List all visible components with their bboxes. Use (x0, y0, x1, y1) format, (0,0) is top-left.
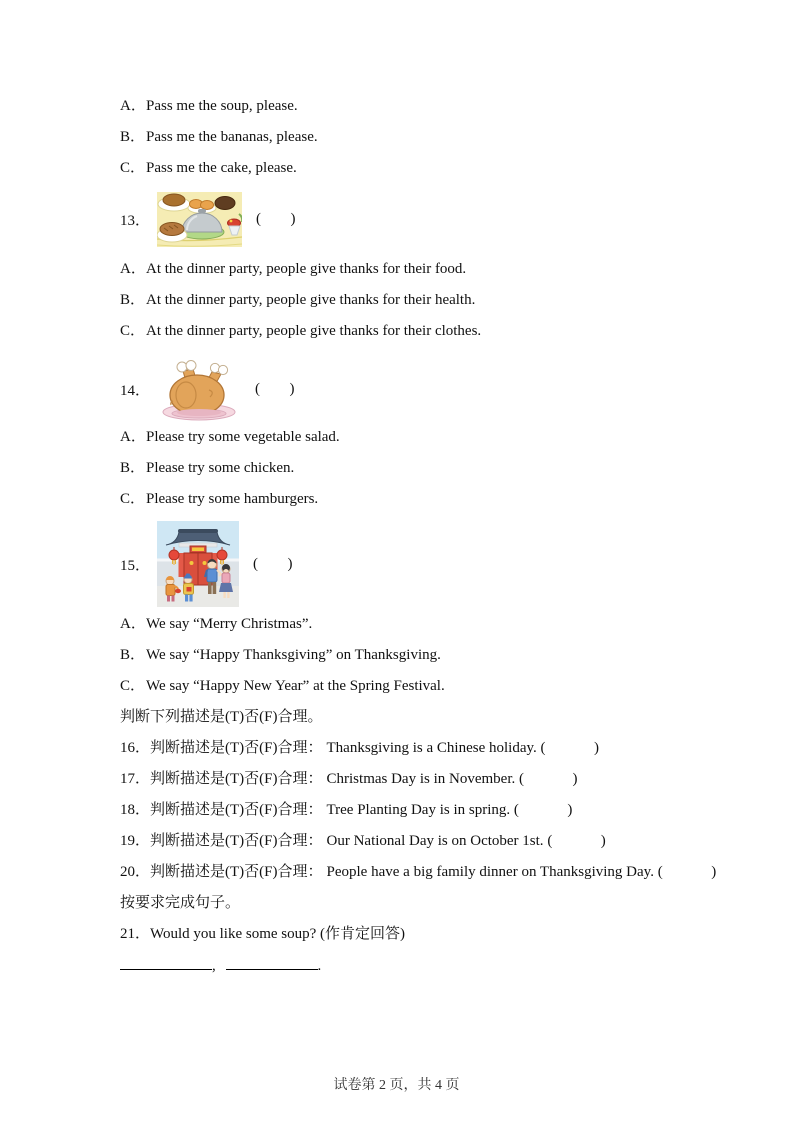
option-letter: B． (120, 129, 146, 145)
tf-prefix: 判断描述是(T)否(F)合理： (150, 833, 323, 849)
option-row (120, 260, 683, 279)
question-number: 19． (120, 833, 151, 849)
option-row (120, 490, 683, 509)
tf-prefix: 判断描述是(T)否(F)合理： (150, 740, 323, 756)
option-letter: B． (120, 292, 146, 308)
option-text: Pass me the cake, please. (146, 160, 297, 176)
option-text: Please try some vegetable salad. (146, 429, 340, 445)
answer-bracket[interactable]: ( ) (513, 802, 574, 818)
option-letter: B． (120, 647, 146, 663)
option-text: Pass me the bananas, please. (146, 129, 318, 145)
question-number: 20． (120, 864, 151, 880)
option-row (120, 646, 683, 665)
answer-bracket[interactable]: ( ) (519, 771, 579, 787)
option-text: Please try some hamburgers. (146, 491, 319, 507)
option-letter: C． (120, 678, 146, 694)
question-21 (120, 925, 683, 944)
option-letter: C． (120, 323, 146, 339)
blank-terminator: . (317, 958, 322, 974)
option-row (120, 128, 683, 147)
tf-statement: People have a big family dinner on Thanksgiving Day. (326, 864, 654, 880)
option-letter: A． (120, 616, 146, 632)
question-14 (120, 357, 683, 422)
option-letter: B． (120, 460, 146, 476)
tf-item-20 (120, 863, 718, 882)
option-letter: C． (120, 160, 146, 176)
roast-chicken-image (157, 357, 241, 422)
question-text: Would you like some soup? (作肯定回答) (150, 926, 406, 942)
option-row (120, 677, 683, 696)
tf-statement: Tree Planting Day is in spring. (326, 802, 511, 818)
question-number: 18． (120, 802, 151, 818)
option-text: At the dinner party, people give thanks for their clothes. (146, 323, 482, 339)
option-row (120, 97, 683, 116)
page-footer: 试卷第 2 页，共 4 页 (333, 1078, 460, 1093)
option-row (120, 428, 683, 447)
option-letter: A． (120, 429, 146, 445)
dinner-table-image (157, 192, 242, 247)
question-15 (120, 521, 683, 607)
fill-section-header: 按要求完成句子。 (120, 895, 241, 911)
blank-separator: , (212, 958, 216, 974)
tf-section-header: 判断下列描述是(T)否(F)合理。 (120, 709, 323, 725)
answer-bracket[interactable]: ( ) (256, 211, 297, 227)
answer-bracket[interactable]: ( ) (547, 833, 607, 849)
answer-bracket[interactable]: ( ) (253, 555, 294, 572)
answer-bracket[interactable]: ( ) (657, 864, 718, 880)
option-letter: A． (120, 261, 146, 277)
option-text: At the dinner party, people give thanks for their food. (146, 261, 467, 277)
question-number: 14． (120, 383, 151, 399)
tf-item-19 (120, 832, 683, 851)
answer-blanks-row (120, 956, 683, 976)
option-letter: A． (120, 98, 146, 114)
option-row (120, 322, 683, 341)
tf-statement: Thanksgiving is a Chinese holiday. (326, 740, 537, 756)
spring-festival-gate-image (157, 521, 239, 607)
option-text: Pass me the soup, please. (146, 98, 298, 114)
answer-blank-2[interactable] (226, 956, 318, 970)
option-text: We say “Happy Thanksgiving” on Thanksgiving. (146, 647, 441, 663)
option-text: We say “Happy New Year” at the Spring Festival. (146, 678, 445, 694)
option-letter: C． (120, 491, 146, 507)
tf-prefix: 判断描述是(T)否(F)合理： (150, 771, 323, 787)
option-text: At the dinner party, people give thanks for their health. (146, 292, 476, 308)
question-13 (120, 192, 683, 247)
tf-statement: Our National Day is on October 1st. (326, 833, 544, 849)
question-number: 16． (120, 740, 151, 756)
option-row (120, 291, 683, 310)
question-number: 15． (120, 557, 151, 574)
tf-prefix: 判断描述是(T)否(F)合理： (150, 802, 323, 818)
option-row (120, 159, 683, 178)
question-number: 13． (120, 213, 151, 229)
option-row (120, 459, 683, 478)
question-number: 17． (120, 771, 151, 787)
question-number: 21． (120, 926, 151, 942)
option-text: Please try some chicken. (146, 460, 295, 476)
tf-item-18 (120, 801, 683, 820)
answer-blank-1[interactable] (120, 956, 212, 970)
option-row (120, 615, 683, 634)
tf-prefix: 判断描述是(T)否(F)合理： (150, 864, 323, 880)
answer-bracket[interactable]: ( ) (540, 740, 601, 756)
tf-item-16 (120, 739, 683, 758)
tf-item-17 (120, 770, 683, 789)
option-text: We say “Merry Christmas”. (146, 616, 313, 632)
tf-statement: Christmas Day is in November. (326, 771, 516, 787)
answer-bracket[interactable]: ( ) (255, 381, 296, 397)
